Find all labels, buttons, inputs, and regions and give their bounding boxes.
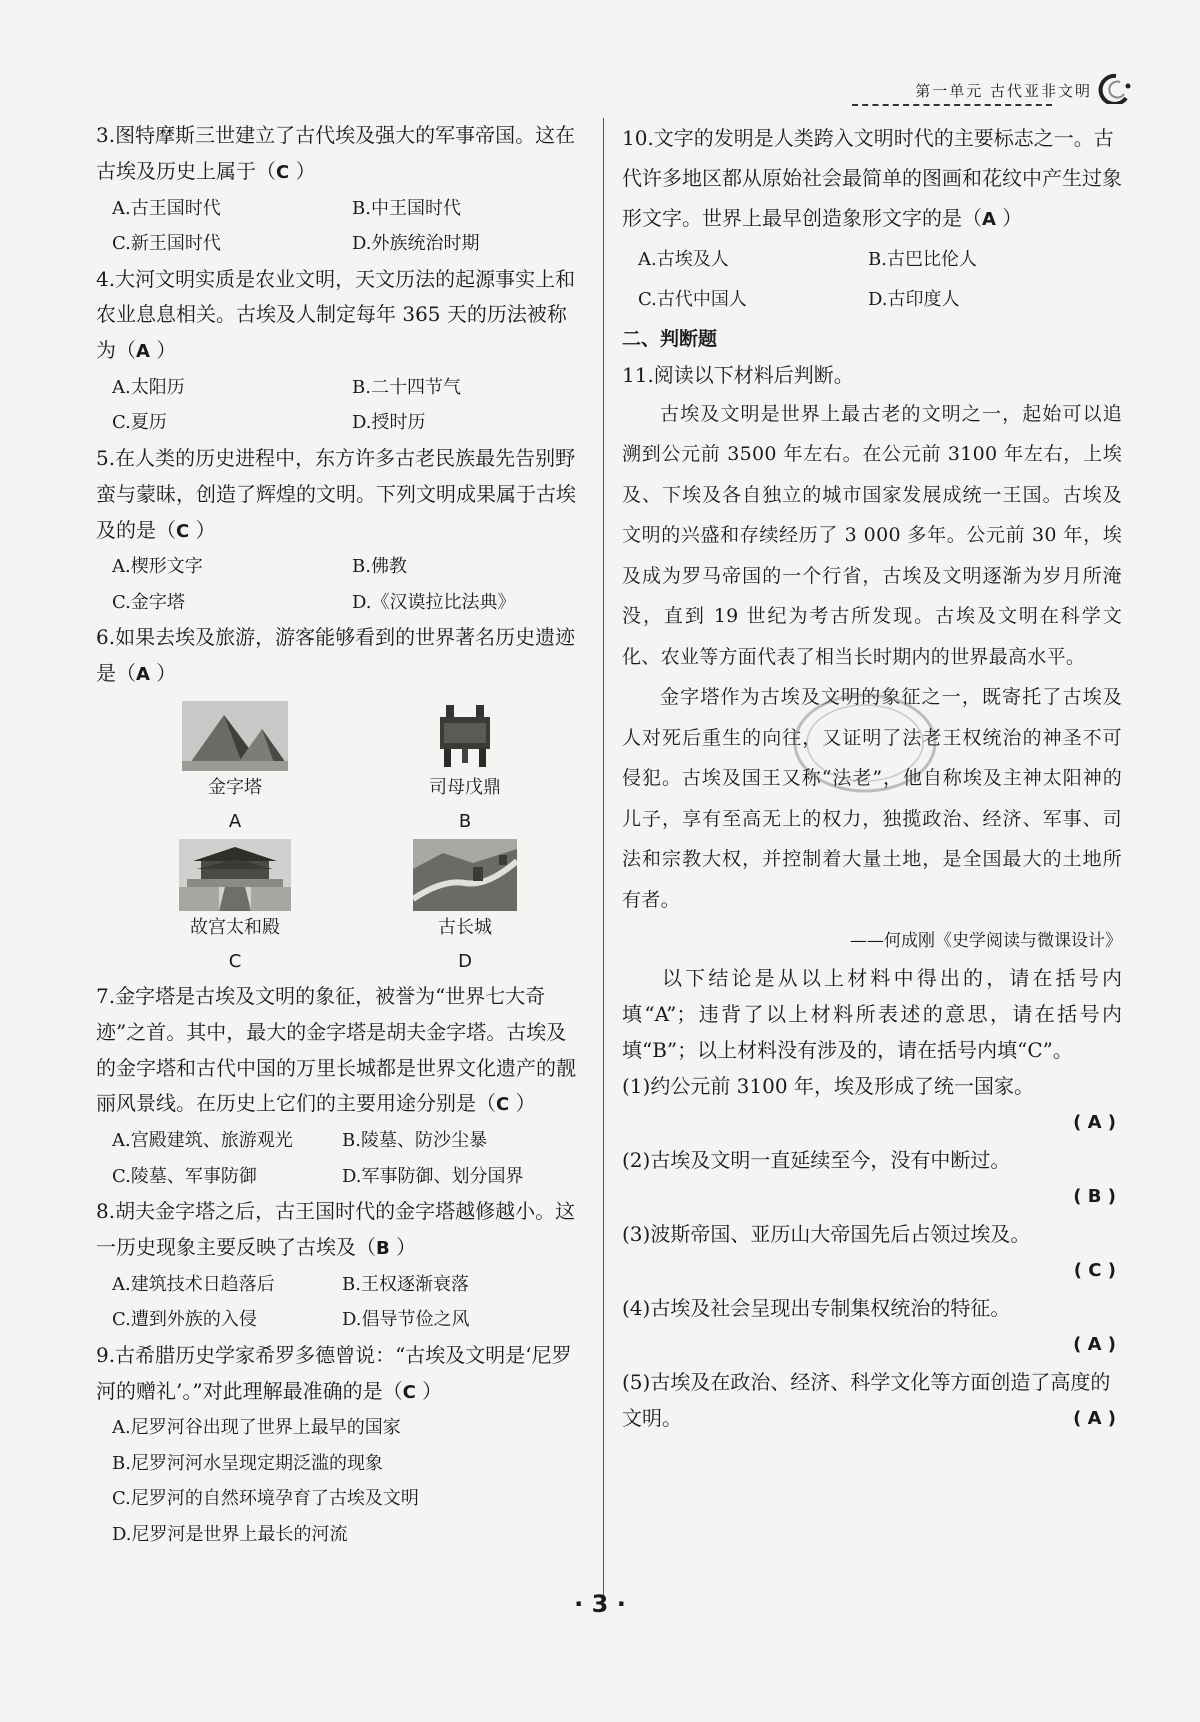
answer-mark: A <box>136 664 150 686</box>
left-column <box>96 118 586 1552</box>
option-a: A.楔形文字 <box>112 556 203 578</box>
option-d: D.军事防御、划分国界 <box>342 1165 524 1187</box>
image-option-d <box>350 839 580 979</box>
answer-mark: C <box>402 1381 416 1403</box>
answer-mark: B <box>376 1237 390 1259</box>
question-stem: 11.阅读以下材料后判断。 <box>622 362 854 387</box>
option-b: B.二十四节气 <box>352 376 461 398</box>
image-option-a <box>120 701 350 839</box>
image-options <box>120 701 586 979</box>
judgement-answer: ( A ) <box>1073 1112 1116 1134</box>
answer-mark: C <box>276 161 290 183</box>
option-a: A.宫殿建筑、旅游观光 <box>112 1130 293 1152</box>
judgement-answer: ( C ) <box>1073 1260 1116 1282</box>
option-b: B.尼罗河河水呈现定期泛滥的现象 <box>112 1452 383 1474</box>
option-b: B.佛教 <box>352 556 407 578</box>
question-8: 8.胡夫金字塔之后，古王国时代的金字塔越修越小。这一历史现象主要反映了古埃及（B ） A.建筑技术日趋落后 B.王权逐渐衰落 C.遭到外族的入侵 D.倡导节俭之风 <box>96 1194 586 1338</box>
bronze-ding-image <box>430 701 500 771</box>
stamp-icon <box>790 688 940 798</box>
pyramid-image <box>182 701 288 771</box>
option-c: C.尼罗河的自然环境孕育了古埃及文明 <box>112 1488 419 1510</box>
material-paragraph-1: 古埃及文明是世界上最古老的文明之一，起始可以追溯到公元前 3500 年左右。在公元前 3100 年左右，上埃及、下埃及各自独立的城市国家发展成统一王国。古埃及文明的兴盛和存续经历了 3 000 多年。公元前 30 年，埃及成为罗马帝国的一个行省，古埃及文明逐渐为岁月所淹没，直到 19 世纪为考古所发现。古埃及文明在科学文化、农业等方面代表了相当长时期内的世界最高水平。 <box>622 402 1122 668</box>
forbidden-city-image <box>179 839 291 911</box>
question-stem: 10.文字的发明是人类跨入文明时代的主要标志之一。古代许多地区都从原始社会最简单的图画和花纹中产生过象形文字。世界上最早创造象形文字的是（ <box>622 126 1122 230</box>
question-stem: 9.古希腊历史学家希罗多德曾说：“古埃及文明是‘尼罗河的赠礼’。”对此理解最准确的是（ <box>96 1342 572 1403</box>
material-source: ——何成刚《史学阅读与微课设计》 <box>850 931 1122 952</box>
option-c: C.夏历 <box>112 412 167 434</box>
question-stem: 4.大河文明实质是农业文明，天文历法的起源事实上和农业息息相关。古埃及人制定每年 365 天的历法被称为（ <box>96 266 576 363</box>
image-letter: A <box>228 810 242 832</box>
question-4: 4.大河文明实质是农业文明，天文历法的起源事实上和农业息息相关。古埃及人制定每年 365 天的历法被称为（A ） A.太阳历 B.二十四节气 C.夏历 D.授时历 <box>96 262 586 441</box>
question-5: 5.在人类的历史进程中，东方许多古老民族最先告别野蛮与蒙昧，创造了辉煌的文明。下列文明成果属于古埃及的是（C ） A.楔形文字 B.佛教 C.金字塔 D.《汉谟拉比法典》 <box>96 441 586 620</box>
image-option-c <box>120 839 350 979</box>
option-c: C.遭到外族的入侵 <box>112 1309 257 1331</box>
option-a: A.古王国时代 <box>112 197 221 219</box>
image-option-b <box>350 701 580 839</box>
question-stem: 5.在人类的历史进程中，东方许多古老民族最先告别野蛮与蒙昧，创造了辉煌的文明。下列文明成果属于古埃及的是（ <box>96 445 576 542</box>
judgement-item: (3)波斯帝国、亚历山大帝国先后占领过埃及。 <box>622 1222 1031 1247</box>
option-a: A.古埃及人 <box>638 249 729 270</box>
judgement-item: (5)古埃及在政治、经济、科学文化等方面创造了高度的文明。 <box>622 1370 1111 1431</box>
header-underline <box>852 104 1052 106</box>
answer-mark: C <box>176 520 190 542</box>
image-letter: C <box>228 950 242 972</box>
question-3: 3.图特摩斯三世建立了古代埃及强大的军事帝国。这在古埃及历史上属于（C ） A.古王国时代 B.中王国时代 C.新王国时代 D.外族统治时期 <box>96 118 586 262</box>
section-title: 二、判断题 <box>622 328 718 350</box>
judgement-item: (4)古埃及社会呈现出专制集权统治的特征。 <box>622 1296 1011 1321</box>
question-6: 6.如果去埃及旅游，游客能够看到的世界著名历史遗迹是（A ） 金字塔 A 司母戊鼎 B 故宫太和殿 C 古长城 D <box>96 620 586 979</box>
judgement-item: (1)约公元前 3100 年，埃及形成了统一国家。 <box>622 1074 1034 1099</box>
question-stem: 3.图特摩斯三世建立了古代埃及强大的军事帝国。这在古埃及历史上属于（ <box>96 123 576 183</box>
image-caption: 故宫太和殿 <box>190 916 280 938</box>
image-caption: 古长城 <box>438 916 492 938</box>
column-divider <box>603 118 604 1608</box>
option-d: D.授时历 <box>352 412 426 434</box>
answer-mark: C <box>496 1094 510 1116</box>
judgement-item: (2)古埃及文明一直延续至今，没有中断过。 <box>622 1148 1011 1173</box>
option-d: D.倡导节俭之风 <box>342 1309 470 1331</box>
option-c: C.新王国时代 <box>112 233 221 255</box>
option-d: D.尼罗河是世界上最长的河流 <box>112 1523 348 1545</box>
option-d: D.《汉谟拉比法典》 <box>352 591 516 613</box>
option-c: C.古代中国人 <box>638 289 747 310</box>
logo-icon <box>1096 72 1132 104</box>
option-b: B.古巴比伦人 <box>868 249 977 270</box>
judgement-answer: ( A ) <box>1073 1334 1116 1356</box>
question-stem: 6.如果去埃及旅游，游客能够看到的世界著名历史遗迹是（ <box>96 625 576 686</box>
instruction: 以下结论是从以上材料中得出的，请在括号内填“A”；违背了以上材料所表述的意思，请在括号内填“B”；以上材料没有涉及的，请在括号内填“C”。 <box>622 966 1122 1063</box>
answer-mark: A <box>982 209 996 230</box>
option-d: D.古印度人 <box>868 289 960 310</box>
option-c: C.陵墓、军事防御 <box>112 1165 257 1187</box>
material-paragraph-2: 金字塔作为古埃及文明的象征之一，既寄托了古埃及人对死后重生的向往，又证明了法老王权统治的神圣不可侵犯。古埃及国王又称“法老”，他自称埃及主神太阳神的儿子，享有至高无上的权力，独揽政治、经济、军事、司法和宗教大权，并控制着大量土地，是全国最大的土地所有者。 <box>622 686 1122 911</box>
option-c: C.金字塔 <box>112 591 185 613</box>
image-caption: 金字塔 <box>208 776 262 798</box>
answer-mark: A <box>136 341 150 363</box>
option-a: A.建筑技术日趋落后 <box>112 1273 275 1295</box>
judgement-answer: ( B ) <box>1073 1186 1116 1208</box>
option-d: D.外族统治时期 <box>352 233 480 255</box>
option-a: A.太阳历 <box>112 376 185 398</box>
option-b: B.王权逐渐衰落 <box>342 1273 469 1295</box>
question-11 <box>622 358 1122 1438</box>
image-caption: 司母戊鼎 <box>429 776 501 798</box>
question-stem: 8.胡夫金字塔之后，古王国时代的金字塔越修越小。这一历史现象主要反映了古埃及（ <box>96 1199 576 1259</box>
option-b: B.中王国时代 <box>352 197 461 219</box>
question-stem: 7.金字塔是古埃及文明的象征，被誉为“世界七大奇迹”之首。其中，最大的金字塔是胡夫金字塔。古埃及的金字塔和古代中国的万里长城都是世界文化遗产的靓丽风景线。在历史上它们的主要用途分别是（ <box>96 983 576 1116</box>
option-b: B.陵墓、防沙尘暴 <box>342 1130 487 1152</box>
judgement-answer: ( A ) <box>1073 1408 1116 1430</box>
question-9: 9.古希腊历史学家希罗多德曾说：“古埃及文明是‘尼罗河的赠礼’。”对此理解最准确的是（C ） A.尼罗河谷出现了世界上最早的国家 B.尼罗河河水呈现定期泛滥的现象 C.尼罗河的自然环境孕育了古埃及文明 D.尼罗河是世界上最长的河流 <box>96 1338 586 1553</box>
great-wall-image <box>413 839 517 911</box>
question-7: 7.金字塔是古埃及文明的象征，被誉为“世界七大奇迹”之首。其中，最大的金字塔是胡夫金字塔。古埃及的金字塔和古代中国的万里长城都是世界文化遗产的靓丽风景线。在历史上它们的主要用途分别是（C ） A.宫殿建筑、旅游观光 B.陵墓、防沙尘暴 C.陵墓、军事防御 D.军事防御、划分国界 <box>96 979 586 1194</box>
image-letter: D <box>458 950 472 972</box>
option-a: A.尼罗河谷出现了世界上最早的国家 <box>112 1417 401 1439</box>
unit-header: 第一单元 古代亚非文明 <box>915 82 1092 100</box>
question-10: 10.文字的发明是人类跨入文明时代的主要标志之一。古代许多地区都从原始社会最简单的图画和花纹中产生过象形文字。世界上最早创造象形文字的是（A ） A.古埃及人 B.古巴比伦人 C.古代中国人 D.古印度人 <box>622 118 1122 320</box>
image-letter: B <box>458 810 472 832</box>
page-number: · 3 · <box>574 1590 626 1618</box>
